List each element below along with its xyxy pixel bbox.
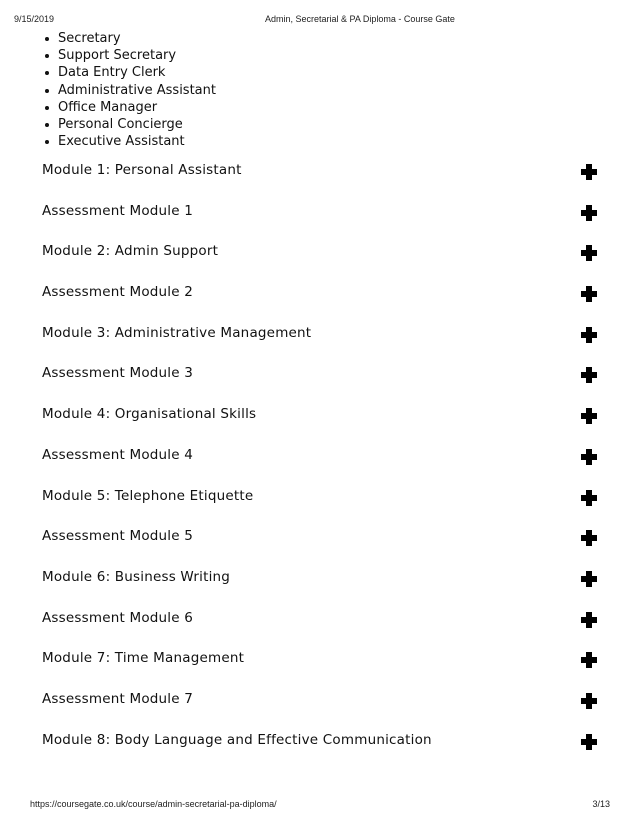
list-item: Data Entry Clerk (42, 64, 216, 81)
list-item: Office Manager (42, 99, 216, 116)
module-8-toggle[interactable] (0, 721, 638, 762)
plus-icon[interactable] (581, 530, 597, 546)
module-title: Assessment Module 6 (42, 609, 194, 626)
career-list (42, 30, 216, 150)
module-title: Module 3: Administrative Management (42, 324, 312, 341)
module-7-toggle[interactable] (0, 639, 638, 680)
module-3-toggle[interactable] (0, 314, 638, 355)
print-date: 9/15/2019 (14, 14, 55, 24)
list-item: Secretary (42, 30, 216, 47)
plus-icon[interactable] (581, 571, 597, 587)
document-title: Admin, Secretarial & PA Diploma - Course Gate (265, 14, 455, 24)
module-6-toggle[interactable] (0, 558, 638, 599)
module-title: Module 1: Personal Assistant (42, 162, 242, 178)
plus-icon[interactable] (581, 408, 597, 424)
module-4-toggle[interactable] (0, 395, 638, 436)
assessment-5-toggle[interactable] (0, 517, 638, 558)
print-footer (0, 799, 638, 811)
plus-icon[interactable] (581, 245, 597, 261)
module-5-toggle[interactable] (0, 477, 638, 518)
module-title: Assessment Module 7 (42, 690, 194, 707)
module-title: Module 2: Admin Support (42, 243, 219, 260)
module-title: Assessment Module 1 (42, 202, 194, 219)
module-accordion (0, 151, 638, 761)
print-header (0, 14, 638, 26)
module-title: Assessment Module 3 (42, 365, 194, 382)
assessment-6-toggle[interactable] (0, 599, 638, 640)
plus-icon[interactable] (581, 652, 597, 668)
list-item: Support Secretary (42, 47, 216, 64)
module-title: Module 5: Telephone Etiquette (42, 487, 254, 504)
list-item: Administrative Assistant (42, 82, 216, 99)
page-url: https://coursegate.co.uk/course/admin-secretarial-pa-diploma/ (30, 799, 277, 809)
plus-icon[interactable] (581, 205, 597, 221)
page-number: 3/13 (592, 799, 610, 809)
assessment-3-toggle[interactable] (0, 354, 638, 395)
module-title: Module 4: Organisational Skills (42, 406, 257, 423)
plus-icon[interactable] (581, 286, 597, 302)
assessment-4-toggle[interactable] (0, 436, 638, 477)
module-title: Module 8: Body Language and Effective Communication (42, 731, 432, 748)
module-title: Module 6: Business Writing (42, 568, 231, 585)
module-title: Assessment Module 4 (42, 446, 194, 463)
plus-icon[interactable] (581, 164, 597, 180)
module-title: Assessment Module 5 (42, 528, 194, 545)
plus-icon[interactable] (581, 490, 597, 506)
list-item: Executive Assistant (42, 133, 216, 150)
plus-icon[interactable] (581, 327, 597, 343)
module-2-toggle[interactable] (0, 232, 638, 273)
assessment-1-toggle[interactable] (0, 192, 638, 233)
module-title: Assessment Module 2 (42, 284, 194, 301)
plus-icon[interactable] (581, 693, 597, 709)
plus-icon[interactable] (581, 734, 597, 750)
plus-icon[interactable] (581, 449, 597, 465)
plus-icon[interactable] (581, 612, 597, 628)
list-item: Personal Concierge (42, 116, 216, 133)
assessment-7-toggle[interactable] (0, 680, 638, 721)
module-title: Module 7: Time Management (42, 650, 245, 667)
assessment-2-toggle[interactable] (0, 273, 638, 314)
module-1-toggle[interactable] (0, 151, 638, 192)
plus-icon[interactable] (581, 367, 597, 383)
